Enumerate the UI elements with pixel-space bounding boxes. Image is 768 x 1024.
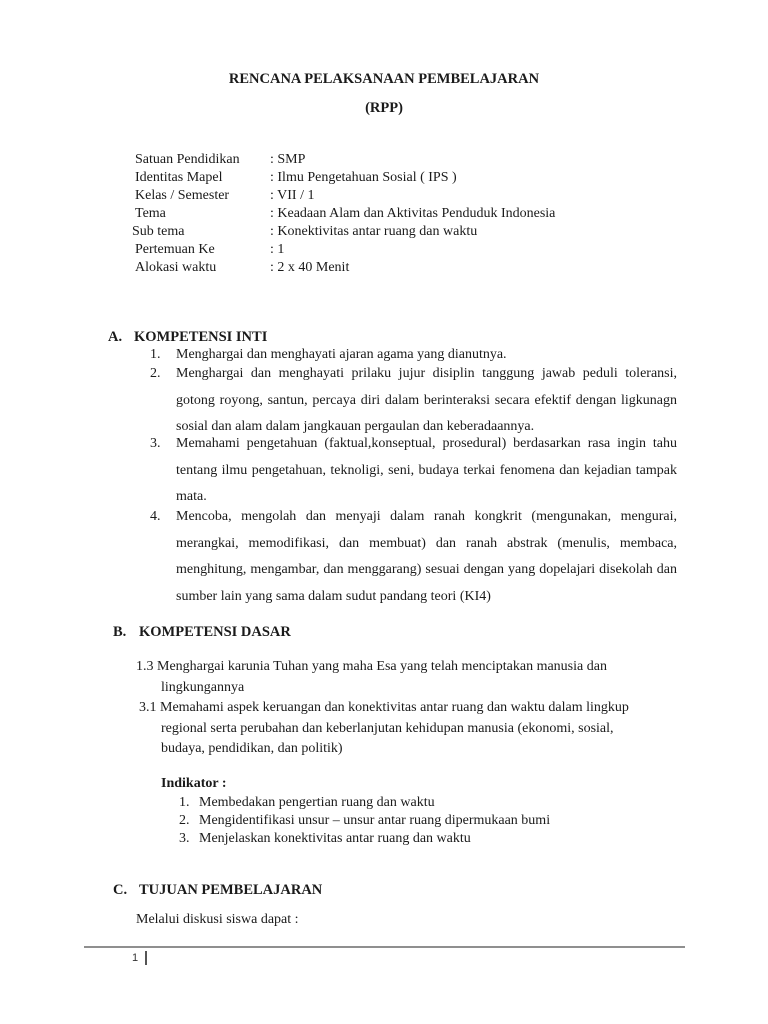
identity-value: : Konektivitas antar ruang dan waktu [270,224,478,239]
page-subtitle: (RPP) [365,100,403,116]
ki-number: 3. [150,436,161,451]
kd-first-line: 1.3 Menghargai karunia Tuhan yang maha Esa yang telah menciptakan manusia dan [136,659,607,674]
identity-value: : Keadaan Alam dan Aktivitas Penduduk Indonesia [270,206,556,221]
identity-value: : SMP [270,152,306,167]
section-b-heading [113,624,291,641]
identity-label: Satuan Pendidikan [135,152,240,167]
indikator-item [179,794,435,812]
indikator-text: Mengidentifikasi unsur – unsur antar ruang dipermukaan bumi [199,813,551,828]
identity-value: : 1 [270,242,285,257]
indikator-number: 3. [179,831,190,846]
ki-item [150,431,677,511]
section-title: TUJUAN PEMBELAJARAN [139,882,323,898]
footer-divider [84,946,685,948]
identity-value: : Ilmu Pengetahuan Sosial ( IPS ) [270,170,457,185]
kd-first-line: 3.1 Memahami aspek keruangan dan konektivitas antar ruang dan waktu dalam lingkup [139,700,629,715]
section-letter: B. [113,624,127,640]
ki-number: 2. [150,366,161,381]
indikator-number: 1. [179,795,190,810]
ki-text: Mencoba, mengolah dan menyaji dalam ranah kongkrit (mengunakan, mengurai, merangkai, memodifikasi, dan membuat) dan ranah abstrak (menulis, membaca, menghitung, mengambar, dan menggarang) sesuai dengan yang dopelajari disekolah dan sumber lain yang sama dalam sudut pandang teori (KI4) [176,509,677,604]
kd-item [136,657,666,698]
identity-label: Identitas Mapel [135,170,223,185]
indikator-number: 2. [179,813,190,828]
ki-number: 4. [150,509,161,524]
section-title: KOMPETENSI INTI [134,329,268,345]
identity-label: Sub tema [132,224,185,239]
page-number-bar [145,951,147,965]
page-title: RENCANA PELAKSANAAN PEMBELAJARAN [228,71,540,87]
page-number: 1 [132,952,139,964]
ki-item [150,504,677,610]
identity-label: Tema [135,206,166,221]
section-c-heading [113,882,322,899]
indikator-item [179,812,550,830]
ki-item [150,361,677,441]
section-c-intro: Melalui diskusi siswa dapat : [136,912,299,927]
ki-text: Menghargai dan menghayati prilaku jujur disiplin tanggung jawab peduli toleransi, gotong royong, santun, percaya diri dalam berinteraksi secara efektif dengan ligkunagn sosial dan alam dalam jangkauan pergaulan dan keberadaannya. [176,366,677,434]
section-letter: C. [113,882,128,898]
section-title: KOMPETENSI DASAR [139,624,291,640]
identity-label: Pertemuan Ke [135,242,215,257]
identity-label: Kelas / Semester [135,188,230,203]
indikator-item [179,830,471,848]
indikator-text: Membedakan pengertian ruang dan waktu [199,795,435,810]
identity-value: : 2 x 40 Menit [270,260,350,275]
section-a-heading [108,329,267,346]
indikator-text: Menjelaskan konektivitas antar ruang dan waktu [199,831,471,846]
ki-text: Memahami pengetahuan (faktual,konseptual, prosedural) berdasarkan rasa ingin tahu tentang ilmu pengetahuan, teknoligi, seni, budaya terkai fenomena dan kejadian tampak mata. [176,436,677,504]
identity-value: : VII / 1 [270,188,315,203]
kd-item [139,698,669,760]
ki-text: Menghargai dan menghayati ajaran agama yang dianutnya. [176,347,507,362]
ki-number: 1. [150,347,161,362]
identity-label: Alokasi waktu [135,260,217,275]
section-letter: A. [108,329,123,345]
kd-rest: regional serta perubahan dan keberlanjutan kehidupan manusia (ekonomi, sosial, budaya, pendidikan, dan politik) [161,720,614,756]
indikator-heading: Indikator : [161,776,227,791]
kd-rest: lingkungannya [161,679,245,695]
